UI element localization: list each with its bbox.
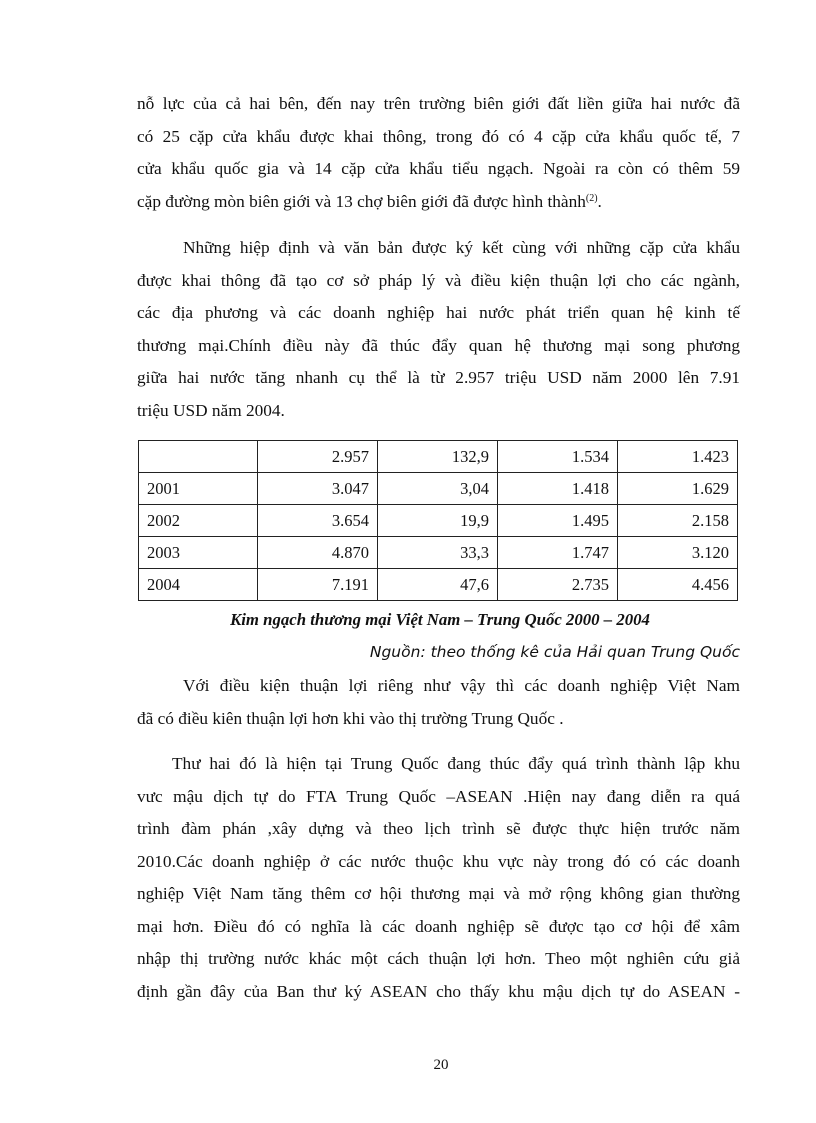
- text-line: nỗ lực của cả hai bên, đến nay trên trường biên giới đất liền giữa hai nước đã: [137, 94, 740, 113]
- table-row: [139, 505, 738, 537]
- text-line: nghiệp Việt Nam tăng thêm cơ hội thương mại và mở rộng không gian thường: [137, 884, 740, 903]
- text-line: giữa hai nước tăng nhanh cụ thể là từ 2.957 triệu USD năm 2000 lên 7.91: [137, 368, 740, 387]
- table-cell: 19,9: [377, 505, 497, 537]
- table-cell: 1.418: [497, 473, 617, 505]
- table-cell: 1.534: [497, 441, 617, 473]
- table-cell: 3.654: [257, 505, 377, 537]
- text-line: mại hơn. Điều đó có nghĩa là các doanh nghiệp sẽ được tạo cơ hội để xâm: [137, 916, 740, 936]
- footnote-mark: (2): [585, 192, 598, 204]
- page-number: 20: [433, 1057, 449, 1073]
- text-line: vưc mậu dịch tự do FTA Trung Quốc –ASEAN .Hiện nay đang diễn ra quá: [137, 786, 740, 806]
- table-cell: 2004: [139, 569, 258, 601]
- table-cell: 3.047: [257, 473, 377, 505]
- table-cell: 2003: [139, 537, 258, 569]
- table-row: [139, 441, 738, 473]
- text-line: được khai thông đã tạo cơ sở pháp lý và điều kiện thuận lợi cho các ngành,: [137, 270, 740, 290]
- table-cell: 2002: [139, 505, 258, 537]
- table-cell: 2001: [139, 473, 258, 505]
- table-cell: 132,9: [377, 441, 497, 473]
- text-line-content: cặp đường mòn biên giới và 13 chợ biên giới đã được hình thành: [137, 191, 586, 211]
- text-line: đã có điều kiên thuận lợi hơn khi vào thị trường Trung Quốc .: [137, 708, 564, 728]
- end-punct: .: [597, 191, 602, 211]
- trade-table: [138, 440, 738, 601]
- text-line: trình đàm phán ,xây dựng và theo lịch trình sẽ được thực hiện trước năm: [137, 819, 740, 838]
- table-cell: 4.870: [257, 537, 377, 569]
- table-row: [139, 473, 738, 505]
- text-line: [137, 186, 740, 219]
- table-cell: 1.423: [617, 441, 737, 473]
- text-line: thương mại.Chính điều này đã thúc đẩy quan hệ thương mại song phương: [137, 335, 740, 355]
- text-line: có 25 cặp cửa khẩu được khai thông, trong đó có 4 cặp cửa khẩu quốc tế, 7: [137, 126, 740, 146]
- text-line: Với điều kiện thuận lợi riêng như vậy thì các doanh nghiệp Việt Nam: [183, 676, 740, 695]
- paragraph-2: [137, 232, 740, 427]
- paragraph-1: [137, 88, 740, 218]
- table-cell: 2.735: [497, 569, 617, 601]
- paragraph-3: [137, 670, 740, 735]
- table-cell: 1.629: [617, 473, 737, 505]
- table-cell: 2.957: [257, 441, 377, 473]
- text-line: cửa khẩu quốc gia và 14 cặp cửa khẩu tiểu ngạch. Ngoài ra còn có thêm 59: [137, 159, 740, 178]
- text-line: Những hiệp định và văn bản được ký kết cùng với những cặp cửa khẩu: [183, 238, 740, 257]
- text-line: 2010.Các doanh nghiệp ở các nước thuộc khu vực này trong đó có các doanh: [137, 851, 740, 871]
- text-line: triệu USD năm 2004.: [137, 400, 285, 420]
- table-cell: 3,04: [377, 473, 497, 505]
- table-cell: 1.495: [497, 505, 617, 537]
- table-caption: Kim ngạch thương mại Việt Nam – Trung Quốc 2000 – 2004: [230, 610, 650, 629]
- table-cell: 4.456: [617, 569, 737, 601]
- table-cell: 1.747: [497, 537, 617, 569]
- table-source: Nguồn: theo thống kê của Hải quan Trung Quốc: [369, 643, 740, 661]
- text-line: nhập thị trường nước khác một cách thuận lợi hơn. Theo một nghiên cứu giả: [137, 949, 740, 968]
- table-row: [139, 569, 738, 601]
- text-line: Thư hai đó là hiện tại Trung Quốc đang thúc đẩy quá trình thành lập khu: [172, 754, 740, 773]
- table-cell: 47,6: [377, 569, 497, 601]
- text-line: các địa phương và các doanh nghiệp hai nước phát triển quan hệ kinh tế: [137, 303, 740, 322]
- table-cell: 2.158: [617, 505, 737, 537]
- table-cell: 33,3: [377, 537, 497, 569]
- paragraph-4: [137, 748, 740, 1008]
- table-cell: 3.120: [617, 537, 737, 569]
- table-row: [139, 537, 738, 569]
- table-cell: [139, 441, 258, 473]
- text-line: định gần đây của Ban thư ký ASEAN cho thấy khu mậu dịch tự do ASEAN -: [137, 981, 740, 1001]
- table-cell: 7.191: [257, 569, 377, 601]
